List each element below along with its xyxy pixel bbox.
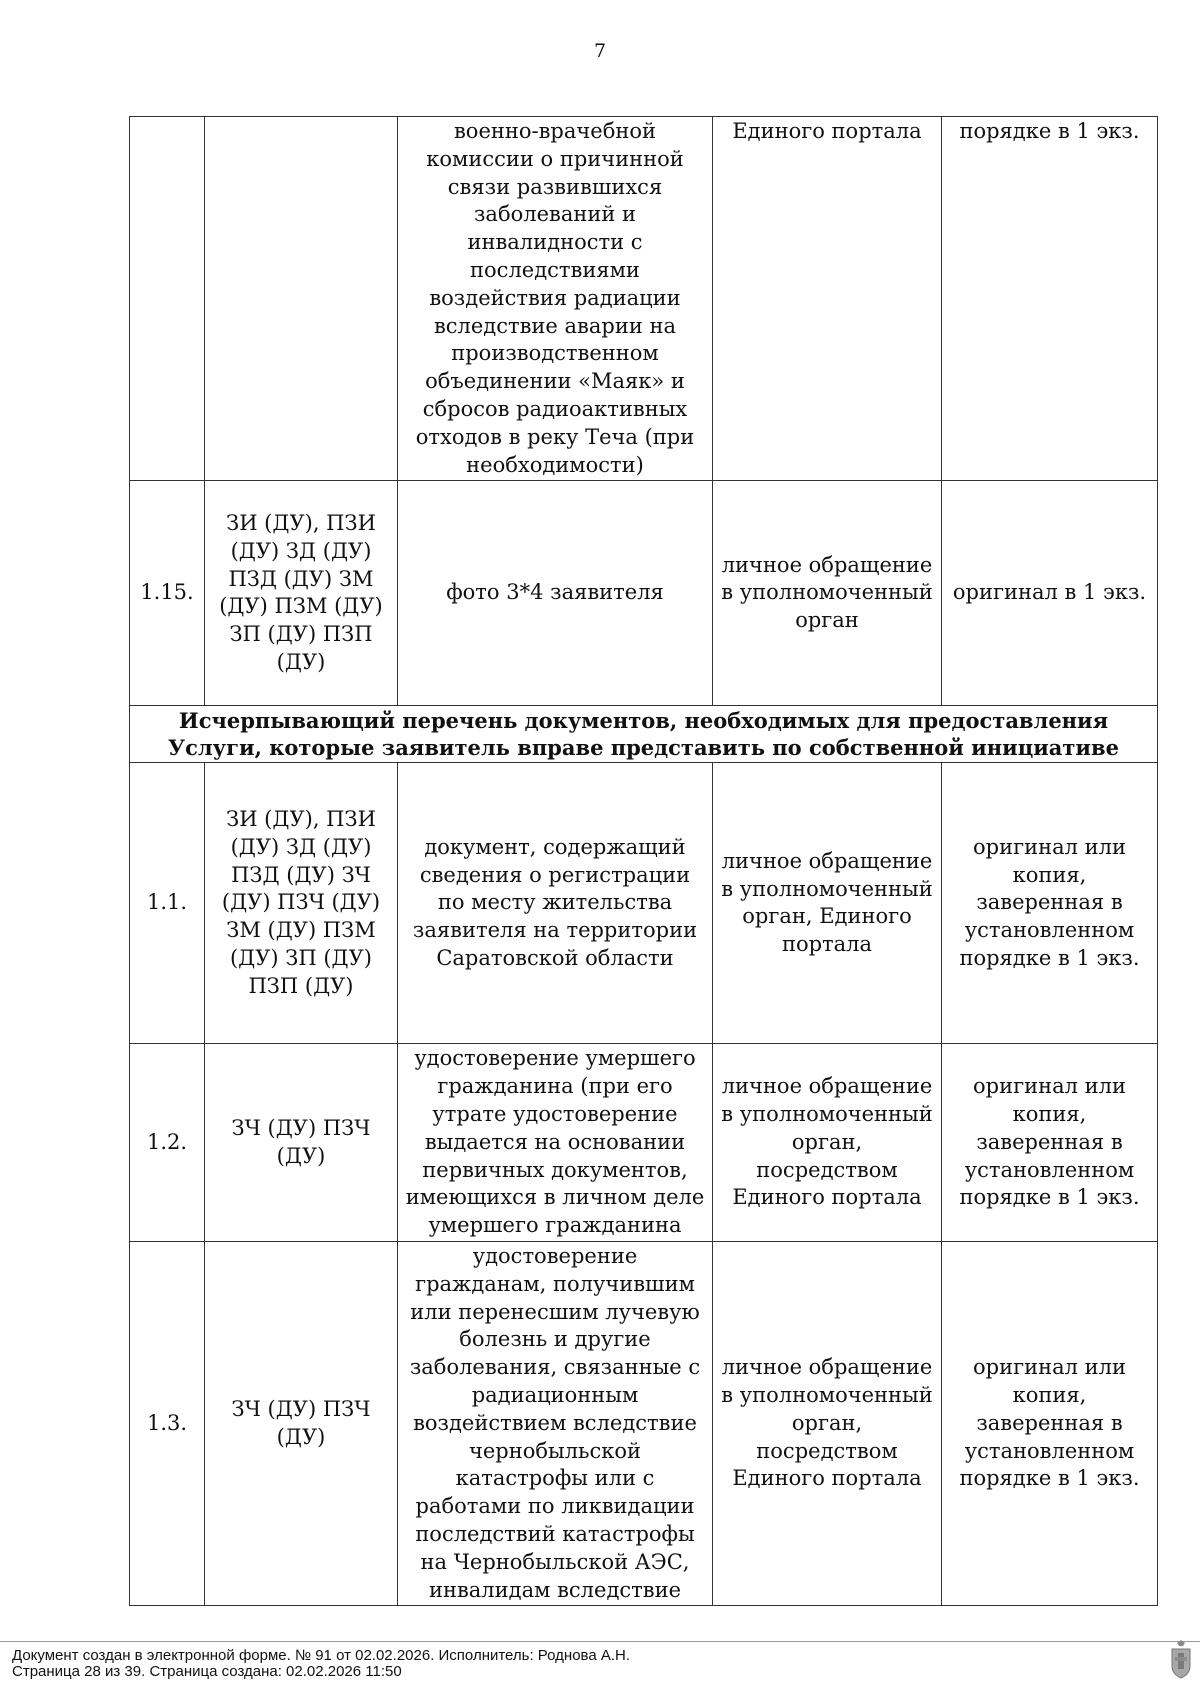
submission-method-cell: личное обращение в уполномоченный орган, посредством Единого портала xyxy=(713,1044,942,1242)
row-number-cell: 1.1. xyxy=(130,763,205,1044)
table-row xyxy=(130,117,1158,481)
table-row xyxy=(130,481,1158,706)
document-name-cell: документ, содержащий сведения о регистрации по месту жительства заявителя на территории Саратовской области xyxy=(398,763,713,1044)
page-number: 7 xyxy=(593,40,607,62)
document-form-cell: оригинал или копия, заверенная в установленном порядке в 1 экз. xyxy=(942,763,1158,1044)
document-name-cell: фото 3*4 заявителя xyxy=(398,481,713,706)
applicant-codes-cell: ЗЧ (ДУ) ПЗЧ (ДУ) xyxy=(205,1241,398,1605)
row-number-cell: 1.3. xyxy=(130,1241,205,1605)
section-header: Исчерпывающий перечень документов, необходимых для предоставления Услуги, которые заявитель вправе представить по собственной инициативе xyxy=(130,706,1158,763)
document-form-cell: оригинал или копия, заверенная в установленном порядке в 1 экз. xyxy=(942,1044,1158,1242)
footer-divider xyxy=(0,1641,1200,1642)
document-form-cell: порядке в 1 экз. xyxy=(942,117,1158,481)
table-row xyxy=(130,1044,1158,1242)
submission-method-cell: Единого портала xyxy=(713,117,942,481)
row-number-cell: 1.15. xyxy=(130,481,205,706)
applicant-codes-cell: ЗИ (ДУ), ПЗИ (ДУ) ЗД (ДУ) ПЗД (ДУ) ЗМ (ДУ) ПЗМ (ДУ) ЗП (ДУ) ПЗП (ДУ) xyxy=(205,481,398,706)
footer-line-1: Документ создан в электронной форме. № 91 от 02.02.2026. Исполнитель: Роднова А.Н. xyxy=(12,1647,631,1664)
row-number-cell: 1.2. xyxy=(130,1044,205,1242)
table-row xyxy=(130,1241,1158,1605)
table-row xyxy=(130,763,1158,1044)
submission-method-cell: личное обращение в уполномоченный орган, Единого портала xyxy=(713,763,942,1044)
submission-method-cell: личное обращение в уполномоченный орган xyxy=(713,481,942,706)
document-form-cell: оригинал или копия, заверенная в установленном порядке в 1 экз. xyxy=(942,1241,1158,1605)
applicant-codes-cell xyxy=(205,117,398,481)
document-form-cell: оригинал в 1 экз. xyxy=(942,481,1158,706)
document-name-cell: удостоверение гражданам, получившим или перенесшим лучевую болезнь и другие заболевания, связанные с радиационным воздействием вследствие чернобыльской катастрофы или с работами по ликвидации последствий катастрофы на Чернобыльской АЭС, инвалидам вследствие xyxy=(398,1241,713,1605)
applicant-codes-cell: ЗИ (ДУ), ПЗИ (ДУ) ЗД (ДУ) ПЗД (ДУ) ЗЧ (ДУ) ПЗЧ (ДУ) ЗМ (ДУ) ПЗМ (ДУ) ЗП (ДУ) ПЗП (ДУ) xyxy=(205,763,398,1044)
row-number-cell xyxy=(130,117,205,481)
footer-line-2: Страница 28 из 39. Страница создана: 02.02.2026 11:50 xyxy=(12,1663,402,1680)
coat-of-arms-icon xyxy=(1168,1640,1194,1680)
applicant-codes-cell: ЗЧ (ДУ) ПЗЧ (ДУ) xyxy=(205,1044,398,1242)
submission-method-cell: личное обращение в уполномоченный орган, посредством Единого портала xyxy=(713,1241,942,1605)
footer xyxy=(12,1648,630,1680)
section-header-row xyxy=(130,706,1158,763)
document-name-cell: военно-врачебной комиссии о причинной связи развившихся заболеваний и инвалидности с последствиями воздействия радиации вследствие аварии на производственном объединении «Маяк» и сбросов радиоактивных отходов в реку Теча (при необходимости) xyxy=(398,117,713,481)
documents-table xyxy=(129,116,1158,1606)
document-name-cell: удостоверение умершего гражданина (при его утрате удостоверение выдается на основании первичных документов, имеющихся в личном деле умершего гражданина xyxy=(398,1044,713,1242)
